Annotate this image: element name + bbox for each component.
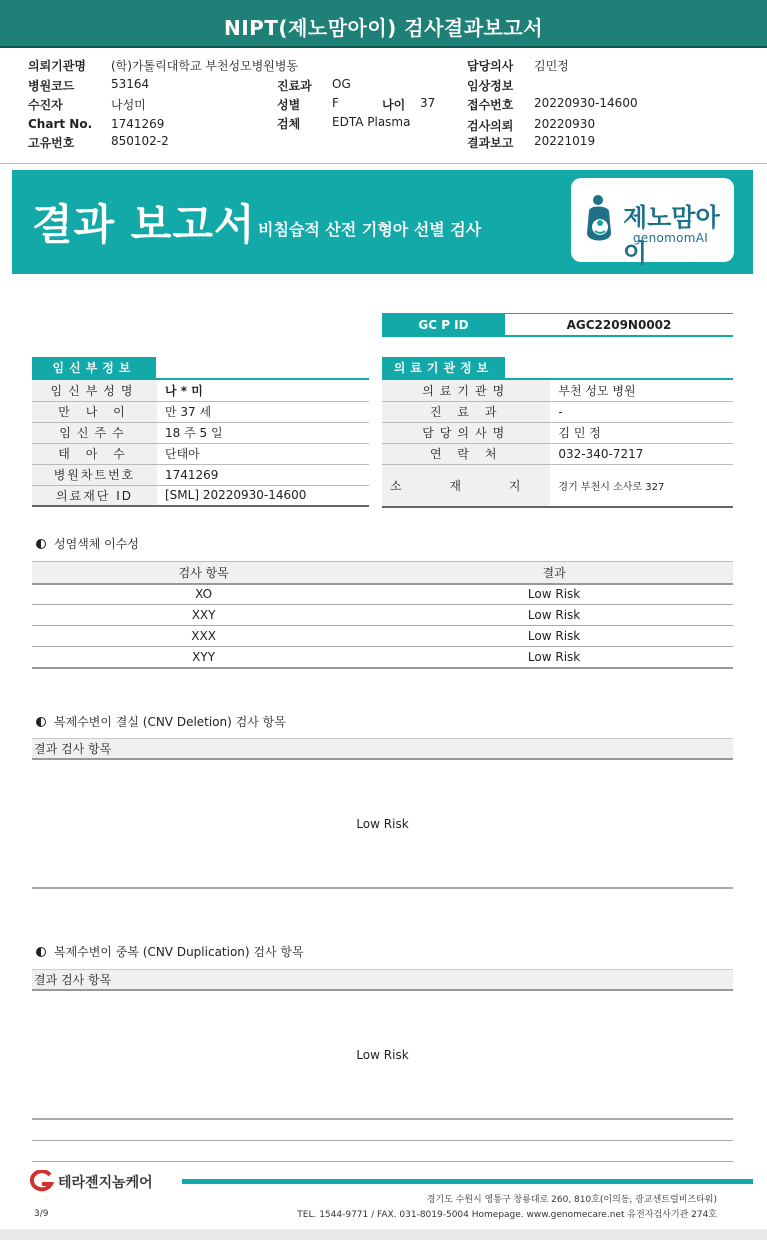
fetus-count-value: 단태아 [157, 443, 369, 464]
table-row [32, 605, 733, 626]
meta-report-date-value: 20221019 [534, 134, 596, 148]
pregnant-info-row [32, 464, 369, 485]
company-name: 테라젠지놈케어 [58, 1175, 153, 1191]
sca-item: XYY [32, 647, 375, 668]
pregnant-age-value: 만 37 세 [157, 401, 369, 422]
meta-institution-label: 의뢰기관명 [28, 59, 86, 73]
table-row [32, 626, 733, 647]
banner-subtitle: 비침습적 산전 기형아 선별 검사 [258, 220, 482, 239]
half-circle-icon [36, 717, 46, 727]
company-logo [28, 1170, 153, 1192]
pregnant-info-row [32, 401, 369, 422]
sca-col-result: 결과 [375, 562, 733, 584]
institution-info-row [382, 443, 733, 464]
meta-patient-value: 나성미 [111, 98, 146, 112]
meta-doctor-value: 김민정 [534, 59, 569, 73]
cnv-deletion-header: 결과 검사 항목 [32, 738, 733, 760]
meta-institution-value: (학)가톨릭대학교 부천성모병원병동 [111, 59, 299, 73]
doctor-name-value: 김 민 정 [550, 422, 733, 443]
footer-contact: TEL. 1544-9771 / FAX. 031-8019-5004 Homepage. www.genomecare.net 유전자검사기관 274호 [297, 1210, 717, 1220]
meta-department-label: 진료과 [277, 79, 312, 93]
meta-age-label: 나이 [382, 98, 406, 112]
cnv-duplication-result: Low Risk [356, 1048, 409, 1062]
meta-receipt-no-value: 20220930-14600 [534, 96, 638, 110]
cnv-duplication-title: 복제수변이 중복 (CNV Duplication) 검사 항목 [36, 943, 304, 960]
report-title-bar [0, 0, 767, 48]
sca-item: XO [32, 584, 375, 605]
pregnant-name-label: 임신부성명 [32, 380, 157, 401]
table-row [32, 584, 733, 605]
gcp-bottom-rule [382, 335, 733, 337]
pregnant-age-label: 만 나 이 [32, 401, 157, 422]
sca-col-item: 검사 항목 [32, 562, 375, 584]
pregnant-name-value: 나 * 미 [157, 380, 369, 401]
gestational-age-label: 임신주수 [32, 422, 157, 443]
meta-age-value: 37 [420, 96, 436, 110]
meta-request-date-value: 20220930 [534, 117, 596, 131]
meta-sex-value: F [332, 96, 339, 110]
logo-korean-text: 제노맘아이 [623, 203, 720, 268]
foundation-id-value: [SML] 20220930-14600 [157, 485, 369, 506]
cnv-deletion-bottom-rule [32, 887, 733, 889]
institution-info-row [382, 464, 733, 507]
report-title: NIPT(제노맘아이) 검사결과보고서 [223, 16, 544, 40]
meta-sex-label: 성별 [277, 98, 301, 112]
footer-accent-bar [182, 1179, 753, 1184]
pregnant-info-row [32, 380, 369, 401]
meta-request-date-label: 검사의뢰 [467, 119, 514, 133]
pregnant-info-row [32, 485, 369, 506]
meta-unique-no-value: 850102-2 [111, 134, 169, 148]
sca-result: Low Risk [375, 605, 733, 626]
gcp-top-rule [382, 313, 733, 314]
sca-result: Low Risk [375, 584, 733, 605]
banner-title: 결과 보고서 [32, 200, 256, 249]
contact-label: 연 락 처 [382, 443, 550, 464]
pregnant-info-heading: 임신부정보 [32, 357, 156, 379]
institution-name-label: 의료기관명 [382, 380, 550, 401]
gcp-id-label: GC P ID [382, 314, 505, 336]
table-row [32, 647, 733, 668]
meta-unique-no-label: 고유번호 [28, 136, 75, 150]
footer-address: 경기도 수원시 영통구 창룡대로 260, 810호(이의동, 광교센트럴비즈타워) [426, 1195, 717, 1205]
meta-doctor-label: 담당의사 [467, 59, 514, 73]
sca-result: Low Risk [375, 626, 733, 647]
pregnant-info-row [32, 422, 369, 443]
pregnant-info-row [32, 443, 369, 464]
meta-department-value: OG [332, 77, 351, 91]
institution-info-row [382, 422, 733, 443]
meta-report-date-label: 결과보고 [467, 136, 514, 150]
meta-hospital-code-label: 병원코드 [28, 79, 75, 93]
hospital-chart-no-value: 1741269 [157, 464, 369, 485]
meta-specimen-label: 검체 [277, 117, 301, 131]
meta-hospital-code-value: 53164 [111, 77, 150, 91]
divider-line [32, 1140, 733, 1141]
doctor-name-label: 담당의사명 [382, 422, 550, 443]
meta-clinical-info-label: 임상정보 [467, 79, 514, 93]
meta-patient-label: 수진자 [28, 98, 63, 112]
page-number: 3/9 [34, 1209, 49, 1219]
sca-item: XXY [32, 605, 375, 626]
pregnant-info-table [32, 380, 369, 507]
department-value: - [550, 401, 733, 422]
half-circle-icon [36, 947, 46, 957]
institution-name-value: 부천 성모 병원 [550, 380, 733, 401]
gcp-id-value: AGC2209N0002 [566, 318, 672, 332]
hospital-chart-no-label: 병원차트번호 [32, 464, 157, 485]
gestational-age-value: 18 주 5 일 [157, 422, 369, 443]
institution-info-row [382, 380, 733, 401]
meta-chart-no-label: Chart No. [28, 117, 93, 131]
sca-result-table [32, 561, 733, 669]
foundation-id-label: 의료재단 ID [32, 485, 157, 506]
institution-info-heading: 의료기관정보 [382, 357, 505, 379]
location-value: 경기 부천시 소사로 327 [550, 464, 733, 507]
sca-result: Low Risk [375, 647, 733, 668]
meta-receipt-no-label: 접수번호 [467, 98, 514, 112]
sca-item: XXX [32, 626, 375, 647]
meta-chart-no-value: 1741269 [111, 117, 165, 131]
cnv-duplication-header: 결과 검사 항목 [32, 969, 733, 991]
header-divider [0, 163, 767, 164]
company-g-icon [28, 1170, 54, 1192]
department-label: 진 료 과 [382, 401, 550, 422]
genomom-logo [571, 178, 734, 268]
result-banner [12, 170, 753, 274]
cnv-duplication-bottom-rule [32, 1118, 733, 1120]
fetus-count-label: 태 아 수 [32, 443, 157, 464]
institution-info-table [382, 380, 733, 508]
page-bottom-strip [0, 1229, 767, 1240]
half-circle-icon [36, 539, 46, 549]
cnv-deletion-title: 복제수변이 결실 (CNV Deletion) 검사 항목 [36, 713, 286, 730]
meta-specimen-value: EDTA Plasma [332, 115, 411, 129]
contact-value: 032-340-7217 [550, 443, 733, 464]
divider-line [32, 1161, 733, 1162]
location-label: 소 재 지 [382, 464, 550, 507]
sca-section-title: 성염색체 이수성 [36, 535, 139, 552]
institution-info-row [382, 401, 733, 422]
cnv-deletion-result: Low Risk [356, 817, 409, 831]
mother-baby-icon [581, 193, 619, 247]
logo-english-text: genomomAI [633, 231, 709, 245]
